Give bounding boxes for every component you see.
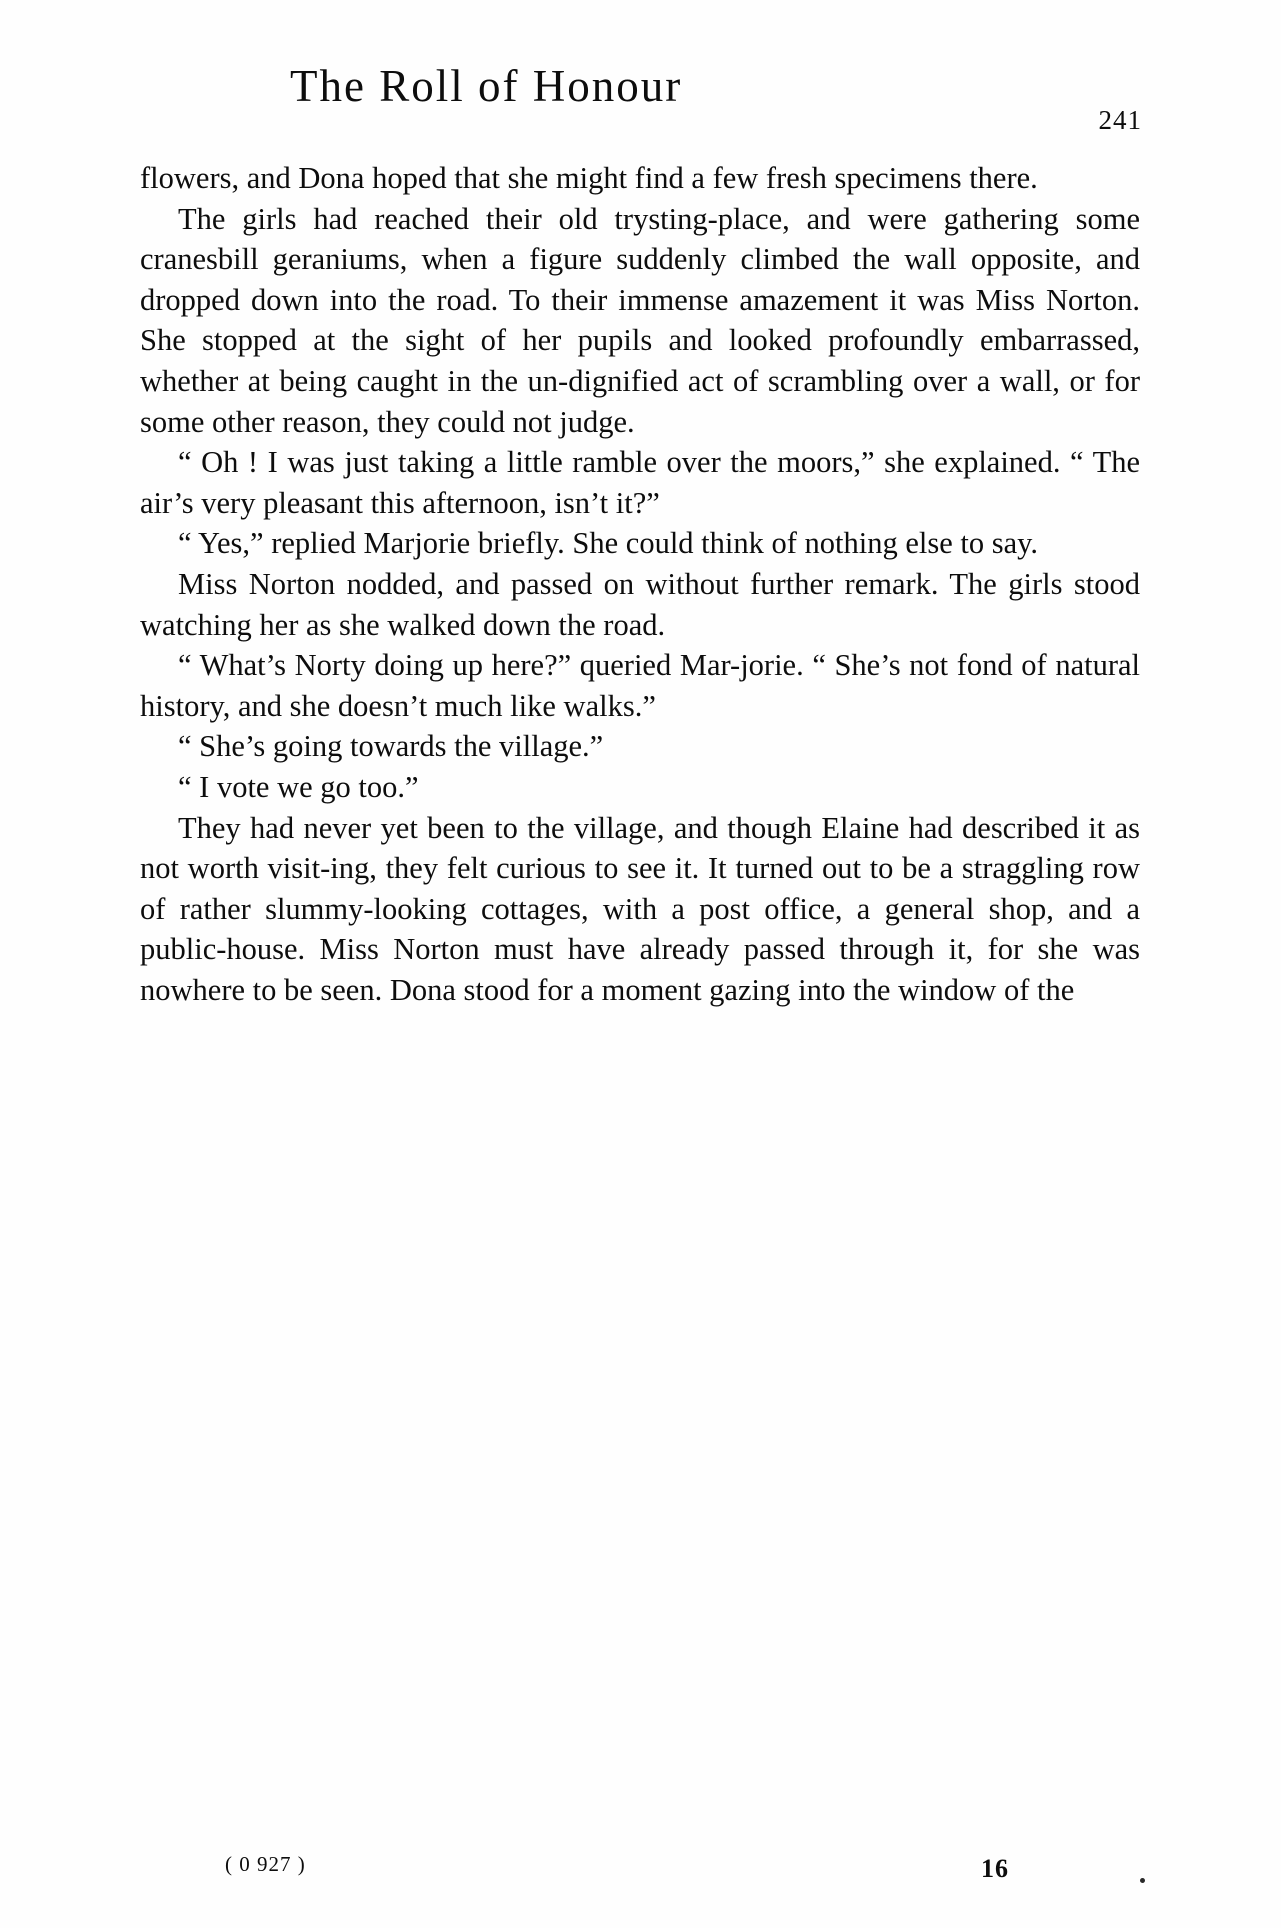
signature-mark: ( 0 927 ) — [225, 1852, 306, 1876]
paragraph: “ She’s going towards the village.” — [178, 729, 604, 764]
paragraph: “ I vote we go too.” — [178, 769, 419, 804]
paragraph: flowers, and Dona hoped that she might find a few fresh specimens there. — [140, 161, 1038, 195]
ink-speck — [1140, 1878, 1145, 1883]
paragraph: Miss Norton nodded, and passed on without further remark. The girls stood watching her as she walked down the road. — [140, 566, 1140, 642]
paragraph: They had never yet been to the village, and though Elaine had described it as not worth visit-ing, they felt curious to see it. It turned out to be a straggling row of rather slummy-looking cottages, with a post office, a general shop, and a public-house. Miss Norton must have already passed through it, for she was nowhere to be seen. Dona stood for a moment gazing into the window of the — [140, 810, 1140, 1007]
page-number: 241 — [1098, 105, 1142, 135]
paragraph: “ What’s Norty doing up here?” queried Mar-jorie. “ She’s not fond of natural history, and she doesn’t much like walks.” — [140, 648, 1140, 723]
page-content — [140, 60, 1150, 1010]
paragraph: “ Oh ! I was just taking a little ramble over the moors,” she explained. “ The air’s very pleasant this afternoon, isn’t it?” — [140, 445, 1140, 520]
paragraph: The girls had reached their old trysting-place, and were gathering some cranesbill geraniums, when a figure suddenly climbed the wall opposite, and dropped down into the road. To their immense amazement it was Miss Norton. She stopped at the sight of her pupils and looked profoundly embarrassed, whether at being caught in the un-dignified act of scrambling over a wall, or for some other reason, they could not judge. — [140, 201, 1140, 439]
page-footer — [140, 1852, 1151, 1892]
paragraph: “ Yes,” replied Marjorie briefly. She could think of nothing else to say. — [178, 526, 1039, 561]
page-header — [140, 60, 1150, 140]
page-title: The Roll of Honour — [290, 61, 683, 111]
folio-number: 16 — [981, 1854, 1009, 1883]
body-text — [140, 158, 1140, 1010]
